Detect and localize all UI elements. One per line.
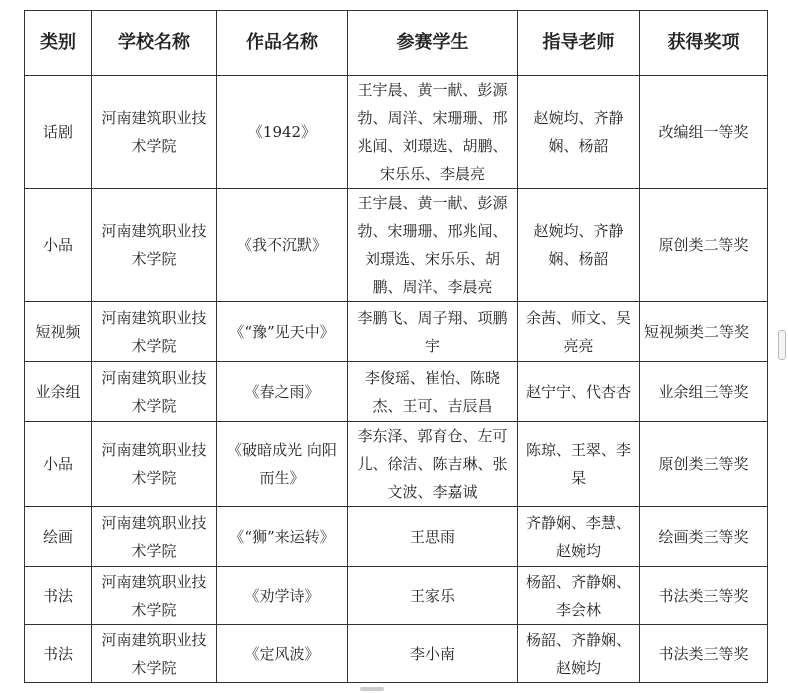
scroll-handle[interactable] [778, 330, 786, 360]
table-row [25, 507, 768, 567]
cell-school: 河南建筑职业技术学院 [92, 189, 217, 302]
cell-category: 话剧 [25, 76, 92, 189]
cell-category: 小品 [25, 189, 92, 302]
table-row [25, 76, 768, 189]
cell-students: 李小南 [348, 625, 518, 683]
cell-school: 河南建筑职业技术学院 [92, 567, 217, 625]
header-teachers: 指导老师 [518, 11, 640, 76]
cell-students: 李东泽、郭育仓、左可儿、徐洁、陈吉琳、张文波、李嘉诚 [348, 422, 518, 507]
header-work: 作品名称 [217, 11, 348, 76]
cell-work: 《1942》 [217, 76, 348, 189]
header-school: 学校名称 [92, 11, 217, 76]
cell-teachers: 赵宁宁、代杏杏 [518, 362, 640, 422]
cell-school: 河南建筑职业技术学院 [92, 76, 217, 189]
cell-work: 《定风波》 [217, 625, 348, 683]
cell-award: 原创类二等奖 [640, 189, 768, 302]
cell-teachers: 杨韶、齐静娴、李会林 [518, 567, 640, 625]
table-row [25, 422, 768, 507]
cell-category: 绘画 [25, 507, 92, 567]
cell-students: 王家乐 [348, 567, 518, 625]
cell-work: 《“狮”来运转》 [217, 507, 348, 567]
cell-teachers: 陈琼、王翠、李杲 [518, 422, 640, 507]
cell-award: 绘画类三等奖 [640, 507, 768, 567]
cell-work: 《春之雨》 [217, 362, 348, 422]
horizontal-scroll-handle[interactable] [360, 687, 384, 691]
table-row [25, 567, 768, 625]
table-header-row [25, 11, 768, 76]
cell-students: 王思雨 [348, 507, 518, 567]
cell-award: 改编组一等奖 [640, 76, 768, 189]
table-row [25, 189, 768, 302]
cell-school: 河南建筑职业技术学院 [92, 625, 217, 683]
cell-category: 书法 [25, 625, 92, 683]
cell-students: 王宇晨、黄一献、彭源勃、周洋、宋珊珊、邢兆闻、刘璟选、胡鹏、宋乐乐、李晨亮 [348, 76, 518, 189]
cell-teachers: 杨韶、齐静娴、赵婉均 [518, 625, 640, 683]
cell-students: 王宇晨、黄一献、彭源勃、宋珊珊、邢兆闻、刘璟选、宋乐乐、胡鹏、周洋、李晨亮 [348, 189, 518, 302]
cell-award: 书法类三等奖 [640, 567, 768, 625]
cell-category: 业余组 [25, 362, 92, 422]
table-row [25, 625, 768, 683]
header-award: 获得奖项 [640, 11, 768, 76]
table-row [25, 302, 768, 362]
cell-work: 《劝学诗》 [217, 567, 348, 625]
cell-work: 《破暗成光 向阳而生》 [217, 422, 348, 507]
cell-teachers: 余茜、师文、吴亮亮 [518, 302, 640, 362]
cell-students: 李俊瑶、崔怡、陈晓杰、王可、吉辰昌 [348, 362, 518, 422]
cell-school: 河南建筑职业技术学院 [92, 507, 217, 567]
cell-school: 河南建筑职业技术学院 [92, 422, 217, 507]
award-table-container [24, 10, 768, 683]
cell-category: 短视频 [25, 302, 92, 362]
cell-award: 短视频类二等奖 [640, 302, 768, 362]
table-row [25, 362, 768, 422]
cell-school: 河南建筑职业技术学院 [92, 362, 217, 422]
cell-award: 原创类三等奖 [640, 422, 768, 507]
cell-category: 书法 [25, 567, 92, 625]
award-table [24, 10, 768, 683]
cell-school: 河南建筑职业技术学院 [92, 302, 217, 362]
cell-students: 李鹏飞、周子翔、项鹏宇 [348, 302, 518, 362]
cell-category: 小品 [25, 422, 92, 507]
header-students: 参赛学生 [348, 11, 518, 76]
cell-teachers: 齐静娴、李慧、赵婉均 [518, 507, 640, 567]
cell-award: 书法类三等奖 [640, 625, 768, 683]
cell-award: 业余组三等奖 [640, 362, 768, 422]
cell-teachers: 赵婉均、齐静娴、杨韶 [518, 189, 640, 302]
header-category: 类别 [25, 11, 92, 76]
cell-work: 《“豫”见天中》 [217, 302, 348, 362]
cell-teachers: 赵婉均、齐静娴、杨韶 [518, 76, 640, 189]
cell-work: 《我不沉默》 [217, 189, 348, 302]
